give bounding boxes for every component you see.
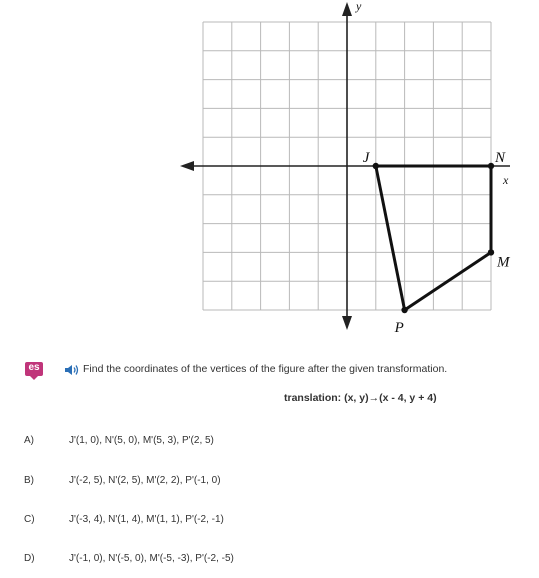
vertex-m (488, 249, 494, 255)
choice-letter: D) (24, 553, 35, 564)
y-axis-arrow-up (342, 2, 352, 16)
transformation-rule: translation: (x, y)→(x - 4, y + 4) (284, 392, 437, 404)
choice-text: J'(-1, 0), N'(-5, 0), M'(-5, -3), P'(-2, -5) (69, 553, 234, 564)
choice-text: J'(-3, 4), N'(1, 4), M'(1, 1), P'(-2, -1) (69, 514, 224, 525)
vertex-label-n: N (495, 150, 506, 166)
answer-choice-c[interactable] (0, 514, 539, 534)
choice-letter: C) (24, 514, 35, 525)
vertex-j (373, 163, 379, 169)
x-axis-arrow-left (180, 161, 194, 171)
choice-letter: A) (24, 435, 34, 446)
vertex-label-j: J (362, 150, 370, 166)
choice-letter: B) (24, 475, 34, 486)
vertex-labels (363, 150, 511, 336)
answer-choice-a[interactable] (0, 435, 539, 455)
choice-text: J'(-2, 5), N'(2, 5), M'(2, 2), P'(-1, 0) (69, 475, 221, 486)
vertex-label-m: M (497, 254, 510, 271)
vertex-label-p: P (394, 320, 404, 336)
vertex-n (488, 163, 494, 169)
spanish-language-button[interactable]: es (25, 362, 43, 376)
choice-text: J'(1, 0), N'(5, 0), M'(5, 3), P'(2, 5) (69, 435, 214, 446)
answer-choice-b[interactable] (0, 475, 539, 495)
question-text: Find the coordinates of the vertices of the figure after the given transformation. (83, 363, 448, 375)
speaker-icon[interactable] (64, 364, 80, 376)
x-axis-label: x (503, 173, 509, 187)
answer-choice-d[interactable] (0, 553, 539, 573)
y-axis-label: y (356, 0, 362, 13)
vertex-p (401, 307, 407, 313)
y-axis-arrow-down (342, 316, 352, 330)
